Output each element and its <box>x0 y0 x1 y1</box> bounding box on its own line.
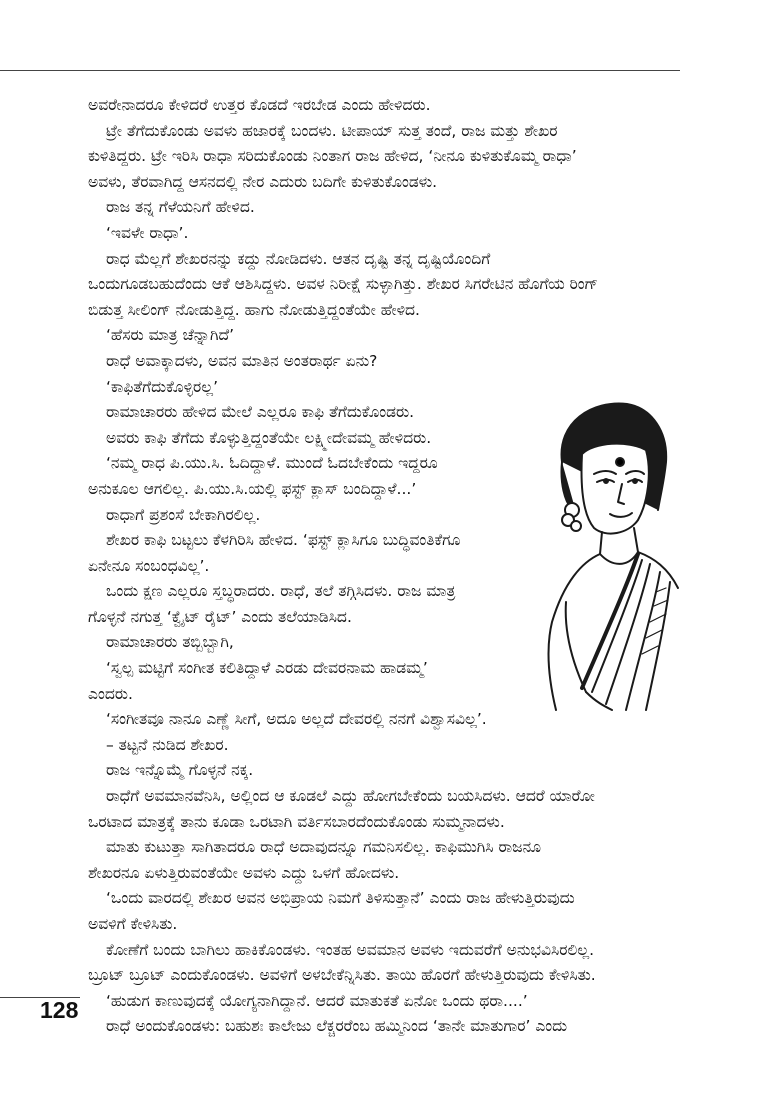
text-line: ಒಂದುಗೂಡಬಹುದೆಂದು ಆಕೆ ಆಶಿಸಿದ್ದಳು. ಅವಳ ನಿರೀಕ್ಷೆ ಸುಳ್ಳಾಗಿತ್ತು. ಶೇಖರ ಸಿಗರೇಟಿನ ಹೊಗೆಯ ರಿಂಗ್ <box>88 275 599 294</box>
text-line: ಮಾತು ಕುಟುತ್ತಾ ಸಾಗಿತಾದರೂ ರಾಧೆ ಅದಾವುದನ್ನೂ ಗಮನಿಸಲಿಲ್ಲ. ಕಾಫಿಮುಗಿಸಿ ರಾಜನೂ <box>106 838 542 857</box>
text-line: ರಾಧ ಮೆಲ್ಲಗೆ ಶೇಖರನನ್ನು ಕದ್ದು ನೋಡಿದಳು. ಆತನ ದೃಷ್ಟಿ ತನ್ನ ದೃಷ್ಟಿಯೊಂದಿಗೆ <box>106 249 491 268</box>
text-line: ಟ್ರೇ ತೆಗೆದುಕೊಂಡು ಅವಳು ಹಜಾರಕ್ಕೆ ಬಂದಳು. ಟೀಪಾಯ್ ಸುತ್ತ ತಂದೆ, ರಾಜ ಮತ್ತು ಶೇಖರ <box>106 121 558 140</box>
text-line: ರಾಮಾಚಾರರು ಹೇಳಿದ ಮೇಲೆ ಎಲ್ಲರೂ ಕಾಫಿ ತೆಗೆದುಕೊಂಡರು. <box>106 403 415 422</box>
text-line: ಶೇಖರನೂ ಏಳುತ್ತಿರುವಂತೆಯೇ ಅವಳು ಎದ್ದು ಒಳಗೆ ಹೋದಳು. <box>88 863 400 882</box>
text-line: ಬಿಡುತ್ತ ಸೀಲಿಂಗ್ ನೋಡುತ್ತಿದ್ದ. ಹಾಗು ನೋಡುತ್ತಿದ್ದಂತೆಯೇ ಹೇಳಿದ. <box>88 300 420 319</box>
woman-portrait-sketch-icon <box>542 392 680 712</box>
page-number: 128 <box>40 997 79 1023</box>
text-line: ಎಂದರು. <box>88 684 133 703</box>
text-line: ರಾಧೆ ಅಂದುಕೊಂಡಳು: ಬಹುಶಃ ಕಾಲೇಜು ಲೆಕ್ಚರರೆಂಬ ಹಮ್ಮಿನಿಂದ ‘ತಾನೇ ಮಾತುಗಾರ’ ಎಂದು <box>106 1017 568 1036</box>
text-line: – ತಟ್ಟನೆ ನುಡಿದ ಶೇಖರ. <box>106 735 229 754</box>
text-line: ಕೋಣೆಗೆ ಬಂದು ಬಾಗಿಲು ಹಾಕಿಕೊಂಡಳು. ಇಂತಹ ಅವಮಾನ ಅವಳು ಇದುವರೆಗೆ ಅನುಭವಿಸಿರಲಿಲ್ಲ. <box>106 940 595 959</box>
text-line: ಏನೇನೂ ಸಂಬಂಧವಿಲ್ಲ’. <box>88 556 210 575</box>
text-line: ಅವರು ಕಾಫಿ ತೆಗೆದು ಕೊಳ್ಳುತ್ತಿದ್ದಂತೆಯೇ ಲಕ್ಷ್ಮೀದೇವಮ್ಮ ಹೇಳಿದರು. <box>106 428 432 447</box>
text-line: ‘ಹುಡುಗ ಕಾಣುವುದಕ್ಕೆ ಯೋಗ್ಯನಾಗಿದ್ದಾನೆ. ಆದರೆ ಮಾತುಕತೆ ಏನೋ ಒಂದು ಥರಾ....’ <box>106 991 528 1010</box>
text-line: ಅವಳಿಗೆ ಕೇಳಿಸಿತು. <box>88 915 178 933</box>
text-line: ‘ಇವಳೇ ರಾಧಾ’. <box>106 223 189 242</box>
text-line: ‘ಸ್ವಲ್ಪ ಮಟ್ಟಿಗೆ ಸಂಗೀತ ಕಲಿತಿದ್ದಾಳೆ ಎರಡು ದೇವರನಾಮ ಹಾಡಮ್ಮ’ <box>106 659 428 678</box>
text-line: ರಾಧಾಗೆ ಪ್ರಶಂಸೆ ಬೇಕಾಗಿರಲಿಲ್ಲ. <box>106 505 261 524</box>
text-line: ಬ್ರೂಟ್ ಬ್ರೂಟ್ ಎಂದುಕೊಂಡಳು. ಅವಳಿಗೆ ಅಳಬೇಕೆನ್ನಿಸಿತು. ತಾಯಿ ಹೊರಗೆ ಹೇಳುತ್ತಿರುವುದು ಕೇಳಿಸಿತು. <box>88 966 596 985</box>
text-line: ಅವಳು, ತೆರವಾಗಿದ್ದ ಆಸನದಲ್ಲಿ ನೇರ ಎದುರು ಬದಿಗೇ ಕುಳಿತುಕೊಂಡಳು. <box>88 172 438 191</box>
text-line: ಶೇಖರ ಕಾಫಿ ಬಟ್ಟಲು ಕೆಳಗಿರಿಸಿ ಹೇಳಿದ. ‘ಫಸ್ಟ್ ಕ್ಲಾಸಿಗೂ ಬುದ್ಧಿವಂತಿಕೆಗೂ <box>106 531 461 550</box>
text-line: ಗೊಳ್ಳನೆ ನಗುತ್ತ ‘ಕ್ವೈಟ್ ರೈಟ್’ ಎಂದು ತಲೆಯಾಡಿಸಿದ. <box>88 607 352 626</box>
text-line: ‘ನಮ್ಮ ರಾಧ ಪಿ.ಯು.ಸಿ. ಓದಿದ್ದಾಳೆ. ಮುಂದೆ ಓದಬೇಕೆಂದು ಇದ್ದರೂ <box>106 454 438 473</box>
text-line: ರಾಜ ತನ್ನ ಗೆಳೆಯನಿಗೆ ಹೇಳಿದ. <box>106 198 255 217</box>
header-rule <box>0 70 680 71</box>
text-line: ಕುಳಿತಿದ್ದರು. ಟ್ರೇ ಇರಿಸಿ ರಾಧಾ ಸರಿದುಕೊಂಡು ನಿಂತಾಗ ರಾಜ ಹೇಳಿದ, ‘ನೀನೂ ಕುಳಿತುಕೊಮ್ಮ ರಾಧಾ’ <box>88 147 577 166</box>
text-line: ‘ಕಾಫಿತೆಗೆದುಕೊಳ್ಳಿರಲ್ಲ’ <box>106 377 219 396</box>
text-line: ‘ಒಂದು ವಾರದಲ್ಲಿ ಶೇಖರ ಅವನ ಅಭಿಪ್ರಾಯ ನಿಮಗೆ ತಿಳಿಸುತ್ತಾನೆ’ ಎಂದು ರಾಜ ಹೇಳುತ್ತಿರುವುದು <box>106 889 575 908</box>
text-line: ರಾಧೆಗೆ ಅವಮಾನವೆನಿಸಿ, ಅಲ್ಲಿಂದ ಆ ಕೂಡಲೆ ಎದ್ದು ಹೋಗಬೇಕೆಂದು ಬಯಸಿದಳು. ಆದರೆ ಯಾರೋ <box>106 787 595 806</box>
text-line: ರಾಜ ಇನ್ನೊಮ್ಮೆ ಗೊಳ್ಳನೆ ನಕ್ಕ. <box>106 761 254 780</box>
text-line: ಒರಟಾದ ಮಾತ್ರಕ್ಕೆ ತಾನು ಕೂಡಾ ಒರಟಾಗಿ ವರ್ತಿಸಬಾರದೆಂದುಕೊಂಡು ಸುಮ್ಮನಾದಳು. <box>88 812 505 831</box>
text-line: ‘ಹೆಸರು ಮಾತ್ರ ಚೆನ್ನಾಗಿದೆ’ <box>106 326 235 345</box>
text-line: ರಾಮಾಚಾರರು ತಬ್ಬಿಬ್ಬಾಗಿ, <box>106 633 234 652</box>
text-line: ಅವರೇನಾದರೂ ಕೇಳಿದರೆ ಉತ್ತರ ಕೊಡದೆ ಇರಬೇಡ ಎಂದು ಹೇಳಿದರು. <box>88 96 431 114</box>
text-line: ಅನುಕೂಲ ಆಗಲಿಲ್ಲ. ಪಿ.ಯು.ಸಿ.ಯಲ್ಲಿ ಫಸ್ಟ್ ಕ್ಲಾಸ್ ಬಂದಿದ್ದಾಳೆ...’ <box>88 479 417 498</box>
text-line: ‘ಸಂಗೀತವೂ ನಾನೂ ಎಣ್ಣೆ ಸೀಗೆ, ಅದೂ ಅಲ್ಲದೆ ದೇವರಲ್ಲಿ ನನಗೆ ವಿಶ್ವಾಸವಿಲ್ಲ’. <box>106 710 487 729</box>
text-line: ಒಂದು ಕ್ಷಣ ಎಲ್ಲರೂ ಸ್ತಬ್ಧರಾದರು. ರಾಧೆ, ತಲೆ ತಗ್ಗಿಸಿದಳು. ರಾಜ ಮಾತ್ರ <box>106 582 456 601</box>
text-line: ರಾಧೆ ಅವಾಕ್ಕಾದಳು, ಅವನ ಮಾತಿನ ಅಂತರಾರ್ಥ ಏನು? <box>106 351 378 370</box>
